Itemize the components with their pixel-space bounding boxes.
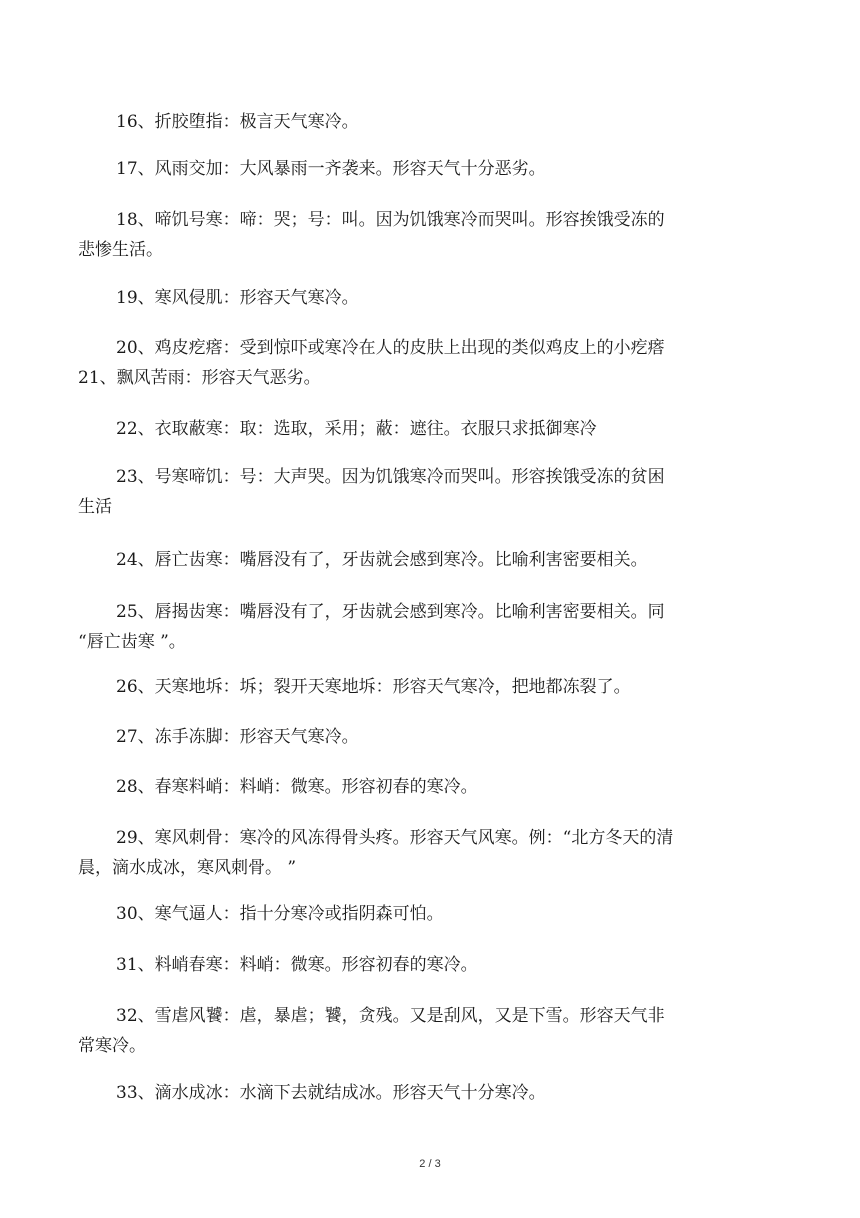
entry-line: 30、寒气逼人：指十分寒冷或指阴森可怕。 xyxy=(116,904,444,924)
entry-line: 25、唇揭齿寒：嘴唇没有了，牙齿就会感到寒冷。比喻利害密要相关。同 xyxy=(116,602,665,622)
entry-30 xyxy=(78,899,778,929)
entry-line: 22、衣取蔽寒：取：选取，采用；蔽：遮往。衣服只求抵御寒冷 xyxy=(116,419,597,439)
entry-31 xyxy=(78,950,778,980)
entry-line: 23、号寒啼饥：号：大声哭。因为饥饿寒冷而哭叫。形容挨饿受冻的贫困 xyxy=(116,467,665,487)
entry-line: 17、风雨交加：大风暴雨一齐袭来。形容天气十分恶劣。 xyxy=(116,159,546,179)
entry-line: 19、寒风侵肌：形容天气寒冷。 xyxy=(116,288,359,308)
entry-17 xyxy=(78,154,778,184)
entry-line: 31、料峭春寒：料峭：微寒。形容初春的寒冷。 xyxy=(116,955,478,975)
entry-line: 18、啼饥号寒：啼：哭；号：叫。因为饥饿寒冷而哭叫。形容挨饿受冻的 xyxy=(116,210,665,230)
entry-24 xyxy=(78,545,778,575)
entry-line: 24、唇亡齿寒：嘴唇没有了，牙齿就会感到寒冷。比喻利害密要相关。 xyxy=(116,550,648,570)
entry-line: 33、滴水成冰：水滴下去就结成冰。形容天气十分寒冷。 xyxy=(116,1083,546,1103)
entry-line: 29、寒风刺骨：寒冷的风冻得骨头疼。形容天气风寒。例：“北方冬天的清 xyxy=(116,828,674,848)
entry-20 xyxy=(78,333,778,393)
entry-18 xyxy=(78,205,778,265)
entry-line: 晨，滴水成冰，寒风刺骨。 ” xyxy=(78,858,297,878)
entry-line: 28、春寒料峭：料峭：微寒。形容初春的寒冷。 xyxy=(116,777,478,797)
entry-23 xyxy=(78,462,778,522)
entry-line: 27、冻手冻脚：形容天气寒冷。 xyxy=(116,727,359,747)
entry-19 xyxy=(78,283,778,313)
entry-line: 常寒冷。 xyxy=(78,1036,146,1056)
entry-line: 20、鸡皮疙瘩：受到惊吓或寒冷在人的皮肤上出现的类似鸡皮上的小疙瘩 xyxy=(116,338,665,358)
entry-33 xyxy=(78,1078,778,1108)
entry-line: 悲惨生活。 xyxy=(78,240,163,260)
entry-line: “唇亡齿寒 ”。 xyxy=(78,632,186,652)
entry-28 xyxy=(78,772,778,802)
entry-26 xyxy=(78,672,778,702)
entry-27 xyxy=(78,722,778,752)
page-number: 2 / 3 xyxy=(419,1158,441,1170)
entry-16 xyxy=(78,107,778,137)
entry-line: 16、折胶堕指：极言天气寒冷。 xyxy=(116,112,359,132)
entry-32 xyxy=(78,1001,778,1061)
entry-22 xyxy=(78,414,778,444)
entry-line: 生活 xyxy=(78,497,112,517)
entry-line: 21、飘风苦雨：形容天气恶劣。 xyxy=(78,368,321,388)
entry-29 xyxy=(78,823,778,883)
entry-line: 32、雪虐风饕：虐，暴虐；饕，贪残。又是刮风，又是下雪。形容天气非 xyxy=(116,1006,665,1026)
entry-25 xyxy=(78,597,778,657)
entry-line: 26、天寒地坼：坼；裂开天寒地坼：形容天气寒冷，把地都冻裂了。 xyxy=(116,677,631,697)
